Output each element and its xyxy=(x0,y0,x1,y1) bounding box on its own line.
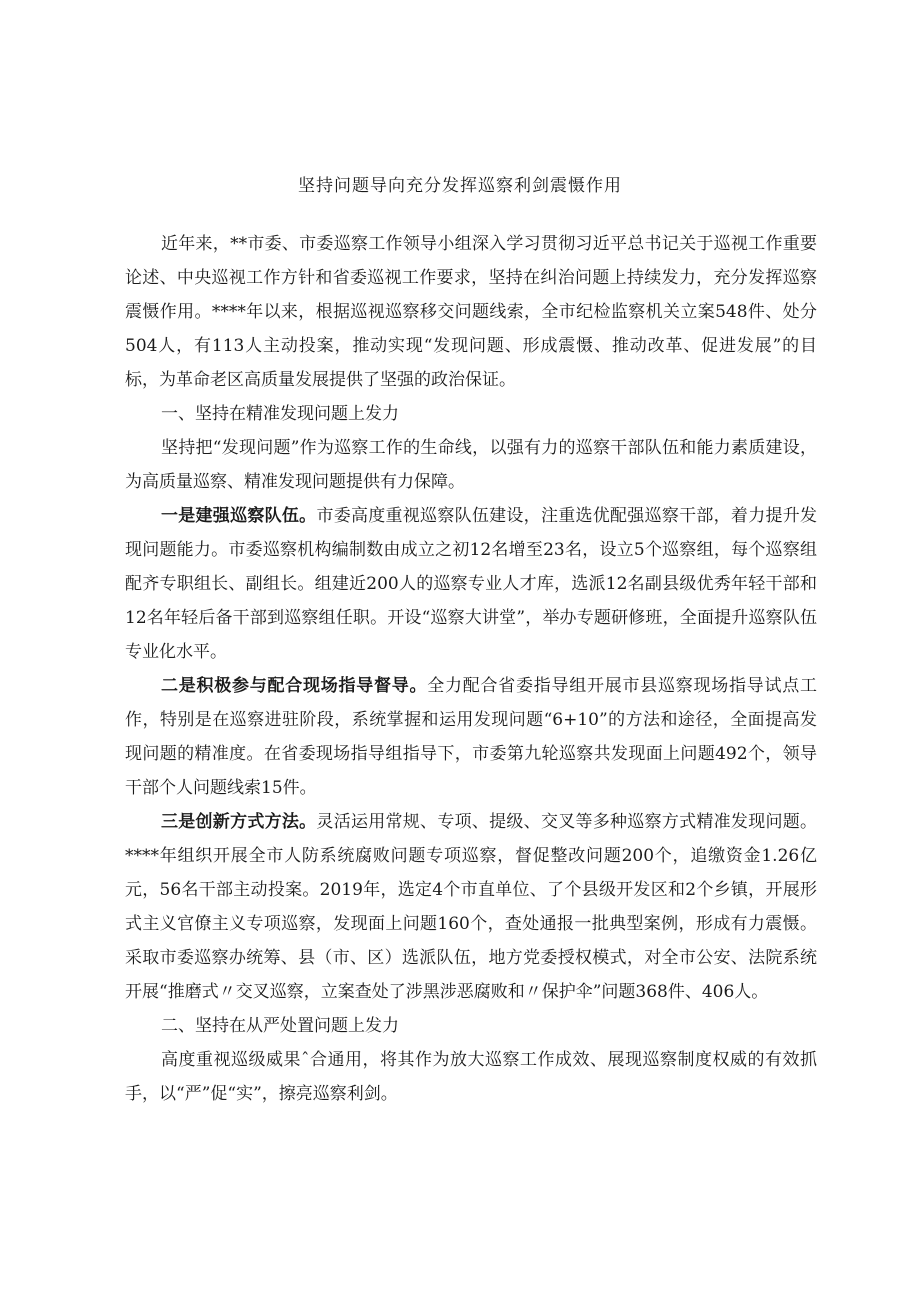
section-2-summary: 高度重视巡级威果ˆ合通用，将其作为放大巡察工作成效、展现巡察制度权威的有效抓手，以“严”促“实”，擦亮巡察利剑。 xyxy=(125,1050,817,1104)
intro-paragraph: 近年来，**市委、市委巡察工作领导小组深入学习贯彻习近平总书记关于巡视工作重要论述、中央巡视工作方针和省委巡视工作要求，坚持在纠治问题上持续发力，充分发挥巡察震慑作用。****年以来，根据巡视巡察移交问题线索，全市纪检监察机关立案548件、处分504人，有113人主动投案，推动实现“发现问题、形成震慑、推动改革、促进发展”的目标，为革命老区高质量发展提供了坚强的政治保证。 xyxy=(125,234,817,390)
section-1-item-3 xyxy=(125,805,817,1009)
section-1-item-1 xyxy=(125,499,817,669)
section-1-summary: 坚持把“发现问题”作为巡察工作的生命线，以强有力的巡察干部队伍和能力素质建设，为高质量巡察、精准发现问题提供有力保障。 xyxy=(125,438,817,492)
item-2-text: 全力配合省委指导组开展市县巡察现场指导试点工作，特别是在巡察进驻阶段，系统掌握和运用发现问题“6+10”的方法和途径，全面提高发现问题的精准度。在省委现场指导组指导下，市委第九轮巡察共发现面上问题492个，领导干部个人问题线索15件。 xyxy=(125,676,817,798)
item-2-lead: 二是积极参与配合现场指导督导。 xyxy=(161,676,428,696)
item-3-text: 灵活运用常规、专项、提级、交叉等多种巡察方式精准发现问题。****年组织开展全市人防系统腐败问题专项巡察，督促整改问题200个，追缴资金1.26亿元，56名干部主动投案。2019年，选定4个市直单位、了个县级开发区和2个乡镇，开展形式主义官僚主义专项巡察，发现面上问题160个，查处通报一批典型案例，形成有力震慑。采取市委巡察办统筹、县（市、区）选派队伍，地方党委授权模式，对全市公安、法院系统开展“推磨式〃交叉巡察，立案查处了涉黑涉恶腐败和〃保护伞”问题368件、406人。 xyxy=(125,812,818,1002)
section-heading-2: 二、坚持在从严处置问题上发力 xyxy=(161,1016,399,1036)
document-title: 坚持问题导向充分发挥巡察利剑震慑作用 xyxy=(298,176,622,196)
document-body xyxy=(125,227,817,1111)
item-1-lead: 一是建强巡察队伍。 xyxy=(161,506,317,526)
section-heading-1: 一、坚持在精准发现问题上发力 xyxy=(161,404,399,424)
section-1-item-2 xyxy=(125,669,817,805)
item-1-text: 市委高度重视巡察队伍建设，注重选优配强巡察干部，着力提升发现问题能力。市委巡察机构编制数由成立之初12名增至23名，设立5个巡察组，每个巡察组配齐专职组长、副组长。组建近200人的巡察专业人才库，选派12名副县级优秀年轻干部和12名年轻后备干部到巡察组任职。开设“巡察大讲堂”，举办专题研修班，全面提升巡察队伍专业化水平。 xyxy=(125,506,818,662)
item-3-lead: 三是创新方式方法。 xyxy=(161,812,317,832)
